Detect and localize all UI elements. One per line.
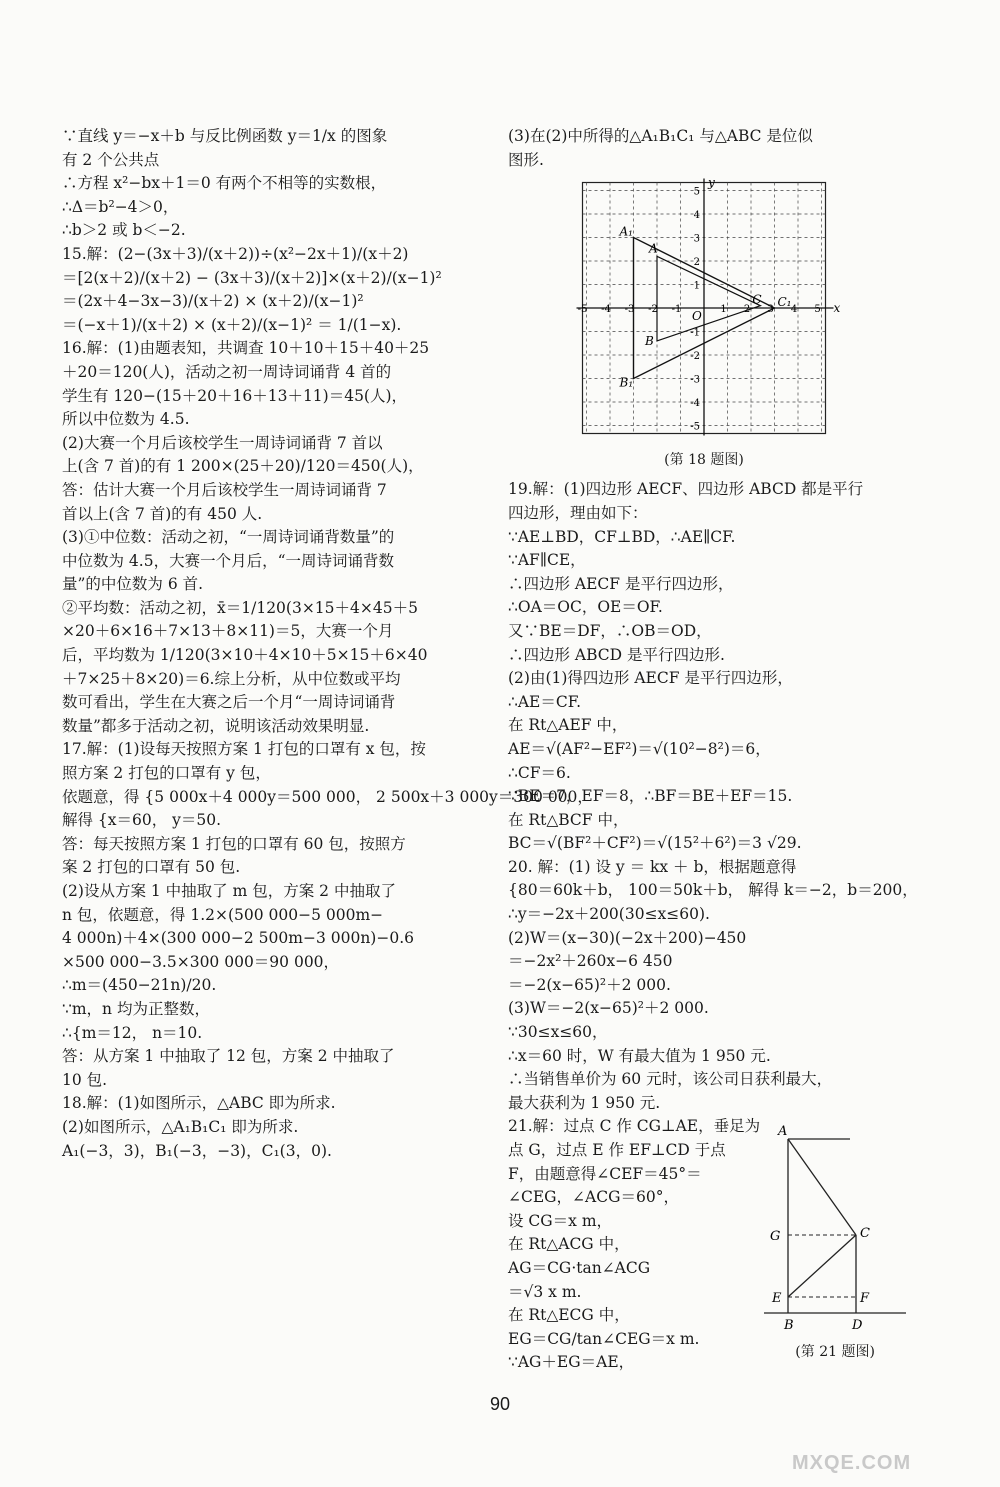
y-tick-label: 3 — [693, 233, 700, 245]
text-line: 上(含 7 首)的有 1 200×(25＋20)/120＝450(人)， — [62, 457, 424, 476]
y-tick-label: 2 — [693, 257, 700, 269]
triangle-abc — [657, 256, 760, 341]
y-tick-label: -1 — [690, 327, 700, 339]
text-line: ＝−2x²＋260x−6 450 — [508, 952, 673, 971]
text-line: ∴CF＝6. — [508, 763, 571, 782]
text-line: ∴四边形 AECF 是平行四边形， — [508, 574, 734, 593]
figure-18 — [574, 175, 841, 472]
text-line: {80＝60k＋b， 100＝50k＋b， 解得 k＝−2，b＝200， — [508, 881, 918, 900]
problem-21 — [508, 1115, 908, 1375]
figure-18-caption: (第 18 题图) — [664, 451, 744, 468]
label-B: B — [784, 1318, 794, 1334]
text-line: ∴m＝(450−21n)/20. — [62, 976, 217, 995]
page-number: 90 — [489, 1394, 511, 1414]
text-line: ∵m，n 均为正整数， — [62, 999, 210, 1018]
text-line: ∴b＞2 或 b＜−2. — [62, 221, 186, 240]
label-E: E — [772, 1291, 782, 1307]
text-line: 答：估计大赛一个月后该校学生一周诗词诵背 7 — [62, 480, 387, 499]
text-line: ＝−2(x−65)²＋2 000. — [508, 975, 671, 994]
text-line: 又∵BE＝DF，∴OB＝OD， — [508, 621, 712, 640]
label-F: F — [860, 1291, 870, 1307]
text-line: 20. 解：(1) 设 y ＝ kx ＋ b，根据题意得 — [508, 857, 797, 876]
text-line: ＝√3 x m. — [508, 1282, 582, 1301]
text-line: ∵AG＋EG＝AE， — [508, 1353, 635, 1372]
watermark-text: MXQE.COM — [792, 1452, 912, 1474]
text-line: AE＝√(AF²−EF²)＝√(10²−8²)＝6， — [508, 739, 771, 758]
y-tick-label: -3 — [690, 374, 700, 386]
text-line: ∴四边形 ABCD 是平行四边形. — [508, 645, 725, 664]
coordinate-grid — [574, 175, 841, 441]
text-line: A₁(−3，3)，B₁(−3，−3)，C₁(3，0). — [62, 1141, 332, 1160]
text-line: F，由题意得∠CEF＝45°＝ — [508, 1164, 702, 1183]
text-line: 答：每天按照方案 1 打包的口罩有 60 包，按照方 — [62, 834, 406, 853]
y-tick-label: 4 — [693, 210, 700, 222]
text-line: ∴{m＝12， n＝10. — [62, 1023, 203, 1042]
text-line: ∵BE＝7，EF＝8，∴BF＝BE＋EF＝15. — [508, 787, 793, 806]
text-line: ②平均数：活动之初，x̄＝1/120(3×15＋4×45＋5 — [62, 598, 418, 617]
text-line: 18.解：(1)如图所示，△ABC 即为所求. — [62, 1094, 336, 1113]
label-D: D — [852, 1318, 863, 1334]
text-line: (3)在(2)中所得的△A₁B₁C₁ 与△ABC 是位似 — [508, 127, 813, 145]
text-line: ∠CEG，∠ACG＝60°， — [508, 1188, 679, 1207]
y-tick-label: -5 — [690, 421, 700, 433]
right-column — [508, 125, 918, 1375]
text-line: 在 Rt△ECG 中， — [508, 1306, 630, 1325]
text-line: 在 Rt△ACG 中， — [508, 1235, 630, 1254]
x-axis-label: x — [833, 301, 841, 316]
text-line: 照方案 2 打包的口罩有 y 包， — [62, 764, 271, 783]
text-line: 数量”都多于活动之初，说明该活动效果明显. — [62, 716, 370, 735]
label-G: G — [770, 1229, 781, 1245]
text-line: ×20＋6×16＋7×13＋8×11)＝5，大赛一个月 — [62, 622, 394, 641]
x-tick-label: -1 — [671, 304, 682, 316]
text-line: ∴当销售单价为 60 元时，该公司日获利最大， — [508, 1070, 833, 1089]
text-line: 在 Rt△BCF 中， — [508, 810, 629, 829]
text-line: 21.解：过点 C 作 CG⊥AE，垂足为 — [508, 1117, 761, 1136]
text-line: ＝(−x＋1)/(x＋2) × (x＋2)/(x−1)² ＝ 1/(1−x). — [62, 315, 402, 334]
y-tick-label: -2 — [690, 351, 700, 363]
text-line: n 包，依题意，得 1.2×(500 000−5 000m− — [62, 905, 384, 924]
figure-21 — [760, 1119, 910, 1375]
text-line: 案 2 打包的口罩有 50 包. — [62, 858, 241, 877]
y-axis-label: y — [708, 175, 715, 190]
text-line: 四边形，理由如下： — [508, 503, 648, 522]
text-line: 解得 {x＝60， y＝50. — [62, 811, 222, 830]
text-line: EG＝CG/tan∠CEG＝x m. — [508, 1329, 700, 1348]
text-line: BC＝√(BF²＋CF²)＝√(15²＋6²)＝3 √29. — [508, 834, 802, 853]
text-line: ＋20＝120(人)，活动之初一周诗词诵背 4 首的 — [62, 362, 392, 381]
label-A: A — [778, 1124, 788, 1140]
building-diagram — [760, 1119, 910, 1339]
x-tick-label: 2 — [743, 304, 751, 316]
origin-label: O — [692, 309, 702, 324]
text-line: (2)由(1)得四边形 AECF 是平行四边形， — [508, 669, 793, 688]
text-line: (3)W＝−2(x−65)²＋2 000. — [508, 999, 709, 1018]
figure-21-caption: (第 21 题图) — [795, 1344, 875, 1360]
x-tick-label: 3 — [767, 304, 774, 316]
text-line: ∴AE＝CF. — [508, 692, 581, 711]
text-line: 19.解：(1)四边形 AECF、四边形 ABCD 都是平行 — [508, 480, 864, 499]
text-line: 学生有 120−(15＋20＋16＋13＋11)＝45(人)， — [62, 386, 408, 405]
point-label: B — [645, 334, 654, 349]
text-line: ×500 000−3.5×300 000＝90 000， — [62, 952, 340, 971]
text-line: (2)W＝(x−30)(−2x＋200)−450 — [508, 928, 747, 947]
text-line: (3)①中位数：活动之初，“一周诗词诵背数量”的 — [62, 528, 395, 547]
text-line: ∵AF∥CE， — [508, 551, 586, 570]
point-label: C — [752, 292, 762, 307]
watermark-logo — [792, 1395, 982, 1475]
text-line: ∴Δ＝b²−4＞0， — [62, 197, 179, 216]
text-line: 数可看出，学生在大赛之后一个月“一周诗词诵背 — [62, 693, 396, 712]
text-line: ∵直线 y＝−x＋b 与反比例函数 y＝1/x 的图象 — [62, 127, 388, 145]
text-line: 所以中位数为 4.5. — [62, 410, 190, 429]
text-line: 15.解：(2−(3x＋3)/(x＋2))÷(x²−2x＋1)/(x＋2) — [62, 244, 409, 263]
text-line: (2)如图所示，△A₁B₁C₁ 即为所求. — [62, 1117, 299, 1136]
y-tick-label: -4 — [690, 398, 700, 410]
text-line: 4 000n)＋4×(300 000−2 500m−3 000n)−0.6 — [62, 929, 414, 948]
text-line: ∴y＝−2x＋200(30≤x≤60). — [508, 905, 710, 924]
text-line: ∵30≤x≤60， — [508, 1023, 608, 1042]
point-label: A — [649, 241, 658, 256]
x-tick-label: -2 — [648, 304, 658, 316]
x-tick-label: 5 — [814, 304, 821, 316]
text-line: 依题意，得 {5 000x＋4 000y＝500 000， 2 500x＋3 000y＝300 000， — [62, 787, 593, 806]
text-line: 量”的中位数为 6 首. — [62, 575, 204, 594]
text-line: ＝[2(x＋2)/(x＋2) − (3x＋3)/(x＋2)]×(x＋2)/(x−1)² — [62, 268, 442, 287]
x-tick-label: 1 — [720, 304, 727, 316]
text-line: ∴OA＝OC，OE＝OF. — [508, 598, 663, 617]
text-line: ＝(2x＋4−3x−3)/(x＋2) × (x＋2)/(x−1)² — [62, 292, 364, 311]
x-tick-label: -3 — [624, 304, 635, 316]
text-line: 10 包. — [62, 1070, 108, 1089]
text-line: (2)设从方案 1 中抽取了 m 包，方案 2 中抽取了 — [62, 882, 396, 900]
text-line: ＋7×25＋8×20)＝6.综上分析，从中位数或平均 — [62, 669, 401, 688]
point-label: A₁ — [619, 224, 633, 239]
text-line: 图形. — [508, 150, 544, 169]
text-line: 在 Rt△AEF 中， — [508, 716, 628, 735]
point-label: C₁ — [777, 295, 792, 310]
text-line: ∵AE⊥BD，CF⊥BD，∴AE∥CF. — [508, 527, 736, 546]
y-tick-label: 1 — [693, 280, 700, 292]
text-line: 点 G，过点 E 作 EF⊥CD 于点 — [508, 1141, 726, 1159]
text-line: ∴x＝60 时，W 有最大值为 1 950 元. — [508, 1046, 771, 1065]
text-line: 后，平均数为 1/120(3×10＋4×10＋5×15＋6×40 — [62, 646, 428, 665]
x-tick-label: 4 — [790, 304, 798, 316]
text-line: 答：从方案 1 中抽取了 12 包，方案 2 中抽取了 — [62, 1047, 395, 1066]
text-line: 16.解：(1)由题表知，共调查 10＋10＋15＋40＋25 — [62, 339, 430, 358]
y-tick-label: 5 — [693, 186, 700, 198]
label-C: C — [860, 1226, 871, 1242]
point-label: B₁ — [619, 375, 634, 390]
text-line: ∴方程 x²−bx＋1＝0 有两个不相等的实数根， — [62, 174, 387, 193]
text-line: 17.解：(1)设每天按照方案 1 打包的口罩有 x 包，按 — [62, 740, 426, 759]
text-line: 首以上(含 7 首)的有 450 人. — [62, 504, 263, 523]
text-line: 设 CG＝x m， — [508, 1211, 613, 1230]
text-line: AG＝CG·tan∠ACG — [508, 1258, 651, 1277]
text-line: 有 2 个公共点 — [62, 150, 160, 169]
text-line: (2)大赛一个月后该校学生一周诗词诵背 7 首以 — [62, 433, 383, 452]
text-line: 最大获利为 1 950 元. — [508, 1093, 661, 1112]
x-tick-label: -5 — [577, 304, 588, 316]
x-tick-label: -4 — [601, 304, 611, 316]
text-line: 中位数为 4.5，大赛一个月后，“一周诗词诵背数 — [62, 551, 395, 570]
